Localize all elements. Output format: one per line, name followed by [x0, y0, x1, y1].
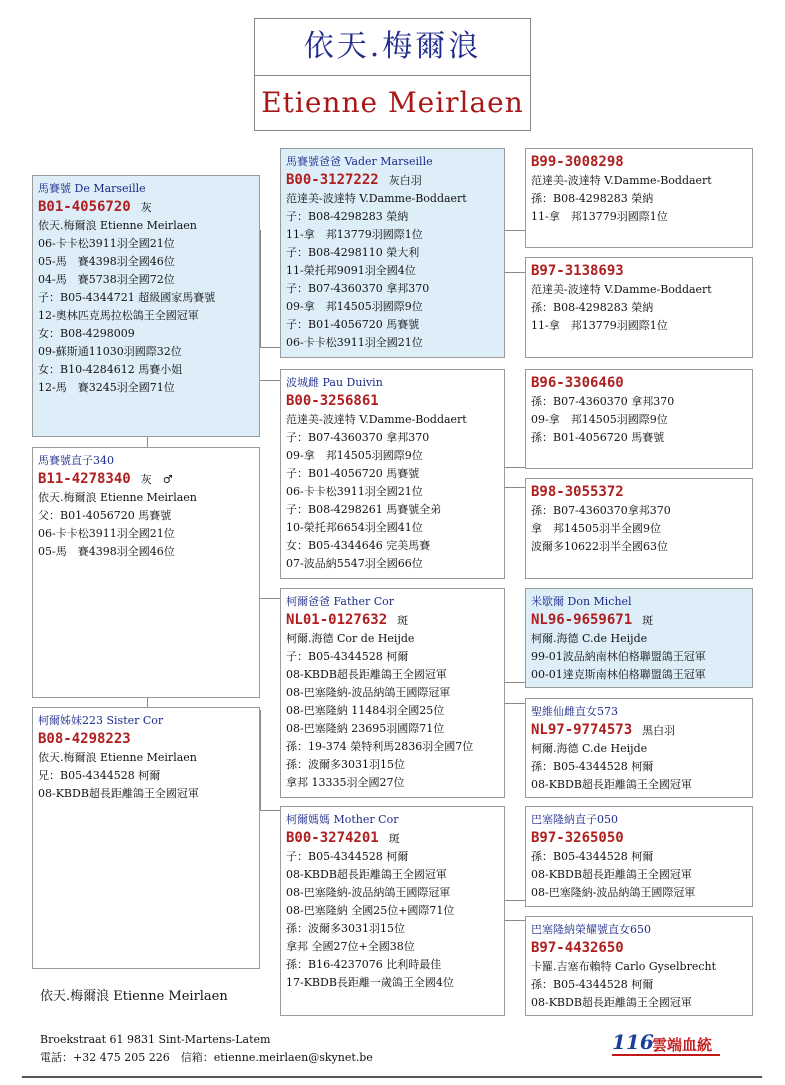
ring-number: NL01-0127632 — [286, 612, 388, 628]
ring-number: B99-3008298 — [531, 154, 624, 170]
ring-number: B11-4278340 — [38, 471, 131, 487]
connector — [260, 380, 280, 381]
card-header: 波城雌 Pau Duivin — [286, 376, 383, 389]
card-line: 08-KBDB超長距離鴿王全國冠軍 — [531, 868, 692, 881]
brand-logo — [612, 1030, 722, 1058]
ring-number: NL96-9659671 — [531, 612, 633, 628]
connector — [147, 698, 148, 707]
card-header: 巴塞隆納榮耀號直女650 — [531, 923, 651, 936]
card-header: 米歇爾 Don Michel — [531, 595, 632, 608]
pigeon-card-sire-sire — [280, 148, 505, 358]
connector — [260, 710, 261, 810]
connector — [505, 682, 525, 683]
card-line: 11-榮托邦9091羽全國4位 — [286, 264, 416, 277]
title-chinese: 依天.梅爾浪 — [255, 19, 530, 76]
card-line: 08-巴塞隆納-波品納鴿王國際冠軍 — [286, 686, 451, 699]
card-line: 孫：B16-4237076 比利時最佳 — [286, 958, 442, 971]
card-header: 聖維仙雌直女573 — [531, 705, 618, 718]
card-line: 女：B05-4344646 完美馬賽 — [286, 539, 431, 552]
card-line: 08-巴塞隆納 全國25位+國際71位 — [286, 904, 455, 917]
ring-number: B98-3055372 — [531, 484, 624, 500]
card-line: 子：B07-4360370 拿邦370 — [286, 282, 430, 295]
ring-number: B97-3265050 — [531, 830, 624, 846]
card-header: 馬賽號爸爸 Vader Marseille — [286, 155, 433, 168]
card-line: 子：B08-4298110 榮大利 — [286, 246, 420, 259]
card-line: 孫：B05-4344528 柯爾 — [531, 850, 654, 863]
card-line: 12-馬 賽3245羽全國71位 — [38, 381, 175, 394]
card-line: 06-卡卡松3911羽全國21位 — [286, 336, 423, 349]
card-line: 子：B01-4056720 馬賽號 — [286, 318, 420, 331]
card-line: 孫：波爾多3031羽15位 — [286, 922, 405, 935]
bottom-divider — [22, 1076, 762, 1078]
card-line: 孫：波爾多3031羽15位 — [286, 758, 405, 771]
connector — [260, 810, 280, 811]
card-line: 11-拿 邦13779羽國際1位 — [286, 228, 423, 241]
title-english: Etienne Meirlaen — [261, 86, 524, 119]
card-line: 孫：B07-4360370拿邦370 — [531, 504, 671, 517]
card-header: 馬賽號 De Marseille — [38, 182, 146, 195]
card-line: 子：B05-4344721 超級國家馬賽號 — [38, 291, 216, 304]
pigeon-card-sire-dam — [280, 369, 505, 579]
card-line: 孫：B08-4298283 榮納 — [531, 192, 654, 205]
card-line: 孫：B05-4344528 柯爾 — [531, 760, 654, 773]
card-line: 09-拿 邦14505羽國際9位 — [286, 449, 423, 462]
card-header: 柯爾媽媽 Mother Cor — [286, 813, 399, 826]
ring-number: B97-3138693 — [531, 263, 624, 279]
color-label: 黑白羽 — [642, 724, 676, 737]
card-line: 05-馬 賽4398羽全國46位 — [38, 255, 175, 268]
connector — [260, 230, 261, 347]
pigeon-card-gen3 — [525, 916, 753, 1016]
card-line: 12-奧林匹克馬拉松鴿王全國冠軍 — [38, 309, 199, 322]
color-label: 灰 — [140, 201, 152, 214]
pigeon-card-sire — [32, 175, 260, 437]
ring-number: B97-4432650 — [531, 940, 624, 956]
card-line: 范達美-波達特 V.Damme-Boddaert — [286, 192, 467, 205]
pigeon-card-dam-sire — [280, 588, 505, 798]
card-line: 09-拿 邦14505羽國際9位 — [286, 300, 423, 313]
card-line: 08-KBDB超長距離鴿王全國冠軍 — [286, 668, 447, 681]
ring-number: B96-3306460 — [531, 375, 624, 391]
connector — [505, 230, 525, 231]
pigeon-card-gen3 — [525, 369, 753, 469]
card-line: 拿 邦14505羽半全國9位 — [531, 522, 661, 535]
contact-block — [40, 1031, 373, 1067]
pigeon-card-gen3 — [525, 257, 753, 358]
ring-number: B00-3127222 — [286, 172, 379, 188]
card-line: 04-馬 賽5738羽全國72位 — [38, 273, 175, 286]
connector — [505, 487, 525, 488]
card-line: 范達美-波達特 V.Damme-Boddaert — [286, 413, 467, 426]
card-line: 09-拿 邦14505羽國際9位 — [531, 413, 668, 426]
card-header: 巴塞隆納直子050 — [531, 813, 618, 826]
card-line: 08-KBDB超長距離鴿王全國冠軍 — [531, 996, 692, 1009]
card-line: 柯爾.海德 Cor de Heijde — [286, 632, 415, 645]
owner-name: 依天.梅爾浪 Etienne Meirlaen — [40, 989, 228, 1004]
card-line: 孫：B01-4056720 馬賽號 — [531, 431, 665, 444]
connector — [505, 920, 525, 921]
card-line: 卡羅.吉塞布賴特 Carlo Gyselbrecht — [531, 960, 717, 973]
card-line: 07-波品納5547羽全國66位 — [286, 557, 423, 570]
connector — [260, 347, 280, 348]
card-line: 08-KBDB超長距離鴿王全國冠軍 — [38, 787, 199, 800]
color-label: 灰白羽 — [388, 174, 422, 187]
card-line: 11-拿 邦13779羽國際1位 — [531, 210, 668, 223]
ring-number: B01-4056720 — [38, 199, 131, 215]
pigeon-card-dam — [32, 707, 260, 969]
card-header: 柯爾爸爸 Father Cor — [286, 595, 395, 608]
card-line: 子：B01-4056720 馬賽號 — [286, 467, 420, 480]
card-line: 父：B01-4056720 馬賽號 — [38, 509, 172, 522]
logo-number: 116 — [612, 1030, 654, 1054]
connector — [260, 598, 280, 599]
card-line: 10-榮托邦6654羽全國41位 — [286, 521, 423, 534]
ring-number: B00-3256861 — [286, 393, 379, 409]
color-label: 斑 — [388, 832, 400, 845]
card-line: 子：B05-4344528 柯爾 — [286, 650, 409, 663]
connector — [505, 703, 525, 704]
card-line: 17-KBDB長距離一歲鴿王全國4位 — [286, 976, 454, 989]
address: Broekstraat 61 9831 Sint-Martens-Latem — [40, 1033, 271, 1046]
card-line: 依天.梅爾浪 Etienne Meirlaen — [38, 751, 197, 764]
card-line: 孫：B07-4360370 拿邦370 — [531, 395, 675, 408]
pigeon-card-gen3 — [525, 698, 753, 798]
contact-info: 電話：+32 475 205 226 信箱：etienne.meirlaen@skynet.be — [40, 1051, 373, 1064]
card-line: 拿邦 全國27位+全國38位 — [286, 940, 415, 953]
card-line: 依天.梅爾浪 Etienne Meirlaen — [38, 219, 197, 232]
ring-number: NL97-9774573 — [531, 722, 633, 738]
pigeon-card-gen3 — [525, 478, 753, 579]
card-line: 拿邦 13335羽全國27位 — [286, 776, 405, 789]
connector — [505, 900, 525, 901]
card-line: 女：B10-4284612 馬賽小姐 — [38, 363, 183, 376]
pigeon-card-gen3 — [525, 588, 753, 688]
card-line: 08-巴塞隆納 23695羽國際71位 — [286, 722, 445, 735]
connector — [147, 437, 148, 447]
card-line: 范達美-波達特 V.Damme-Boddaert — [531, 174, 712, 187]
card-line: 11-拿 邦13779羽國際1位 — [531, 319, 668, 332]
title-block — [254, 18, 531, 131]
card-line: 08-巴塞隆納-波品納鴿王國際冠軍 — [531, 886, 696, 899]
card-line: 子：B08-4298261 馬賽號全弟 — [286, 503, 442, 516]
card-line: 99-01波品納南林伯格聯盟鴿王冠軍 — [531, 650, 706, 663]
connector — [505, 467, 525, 468]
color-label: 斑 — [397, 614, 409, 627]
card-line: 06-卡卡松3911羽全國21位 — [38, 527, 175, 540]
pigeon-card-subject — [32, 447, 260, 698]
pigeon-card-dam-dam — [280, 806, 505, 1016]
color-label: 灰 ♂ — [140, 473, 173, 486]
card-line: 孫：19-374 榮特利馬2836羽全國7位 — [286, 740, 474, 753]
card-line: 子：B08-4298283 榮納 — [286, 210, 409, 223]
color-label: 斑 — [642, 614, 654, 627]
card-line: 08-巴塞隆納 11484羽全國25位 — [286, 704, 445, 717]
card-line: 依天.梅爾浪 Etienne Meirlaen — [38, 491, 197, 504]
card-line: 09-蘇斯通11030羽國際32位 — [38, 345, 182, 358]
card-line: 柯爾.海德 C.de Heijde — [531, 632, 648, 645]
card-line: 05-馬 賽4398羽全國46位 — [38, 545, 175, 558]
pigeon-card-gen3 — [525, 806, 753, 907]
card-line: 孫：B05-4344528 柯爾 — [531, 978, 654, 991]
card-line: 08-巴塞隆納-波品納鴿王國際冠軍 — [286, 886, 451, 899]
card-line: 兄：B05-4344528 柯爾 — [38, 769, 161, 782]
card-line: 波爾多10622羽半全國63位 — [531, 540, 668, 553]
ring-number: B00-3274201 — [286, 830, 379, 846]
card-line: 子：B07-4360370 拿邦370 — [286, 431, 430, 444]
ring-number: B08-4298223 — [38, 731, 131, 747]
card-line: 06-卡卡松3911羽全國21位 — [38, 237, 175, 250]
card-line: 孫：B08-4298283 榮納 — [531, 301, 654, 314]
card-line: 范達美-波達特 V.Damme-Boddaert — [531, 283, 712, 296]
card-header: 馬賽號直子340 — [38, 454, 114, 467]
connector — [505, 272, 525, 273]
card-line: 06-卡卡松3911羽全國21位 — [286, 485, 423, 498]
logo-underline — [612, 1054, 720, 1056]
card-line: 08-KBDB超長距離鴿王全國冠軍 — [531, 778, 692, 791]
card-header: 柯爾姊妹223 Sister Cor — [38, 714, 164, 727]
logo-text: 雲端血統 — [652, 1036, 713, 1054]
card-line: 柯爾.海德 C.de Heijde — [531, 742, 648, 755]
card-line: 08-KBDB超長距離鴿王全國冠軍 — [286, 868, 447, 881]
card-line: 女：B08-4298009 — [38, 327, 135, 340]
pigeon-card-gen3 — [525, 148, 753, 248]
card-line: 00-01達克斯南林伯格聯盟鴿王冠軍 — [531, 668, 706, 681]
card-line: 子：B05-4344528 柯爾 — [286, 850, 409, 863]
